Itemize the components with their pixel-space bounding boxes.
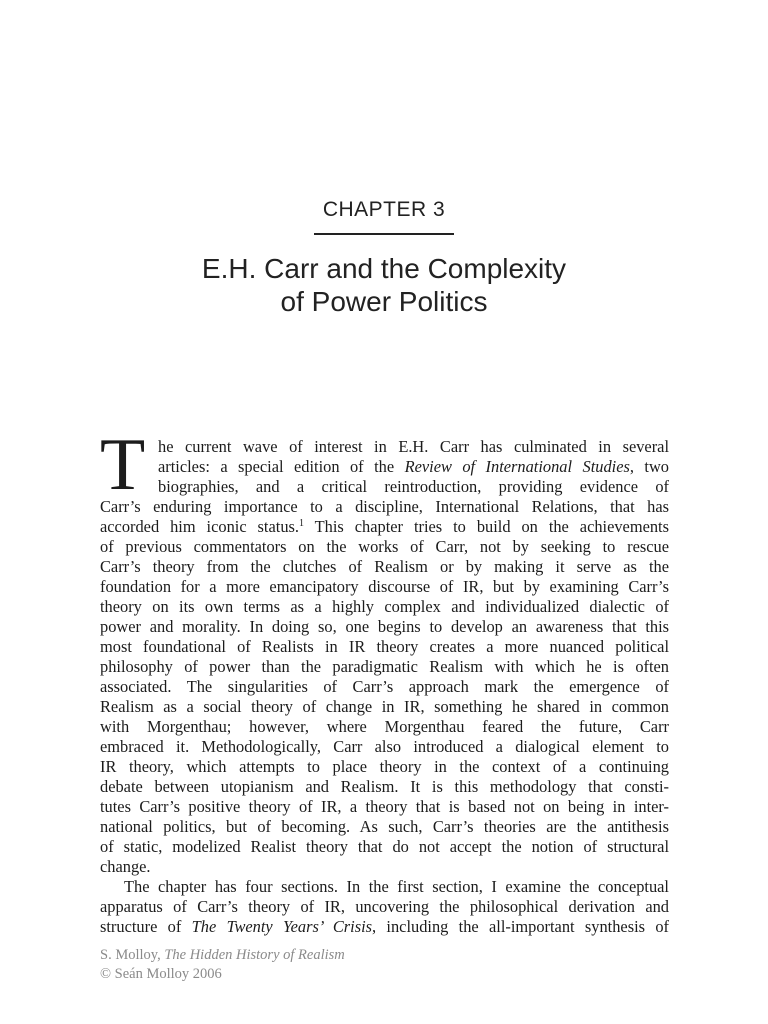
body-line: IR theory, which attempts to place theory in the context of a continuing bbox=[100, 757, 669, 776]
body-line: change. bbox=[100, 857, 151, 876]
body-line: national politics, but of becoming. As such, Carr’s theories are the antithesis bbox=[100, 817, 669, 836]
chapter-title-line-2: of Power Politics bbox=[280, 286, 488, 317]
body-line: Realism as a social theory of change in IR, something he shared in common bbox=[100, 697, 669, 716]
body-line: apparatus of Carr’s theory of IR, uncovering the philosophical derivation and bbox=[100, 897, 669, 916]
body-line: debate between utopianism and Realism. It is this methodology that consti- bbox=[100, 777, 669, 796]
journal-title: Review of International Studies bbox=[404, 457, 630, 476]
body-line: he current wave of interest in E.H. Carr has culminated in several bbox=[158, 437, 669, 456]
body-line: structure of The Twenty Years’ Crisis, including the all-important synthesis of bbox=[100, 917, 669, 936]
footer-copyright: © Seán Molloy 2006 bbox=[100, 966, 222, 982]
body-line: associated. The singularities of Carr’s approach mark the emergence of bbox=[100, 677, 669, 696]
body-line: with Morgenthau; however, where Morgenthau feared the future, Carr bbox=[100, 717, 669, 736]
footnote-ref[interactable]: 1 bbox=[299, 518, 304, 529]
chapter-title-line-1: E.H. Carr and the Complexity bbox=[201, 253, 567, 284]
body-line: of previous commentators on the works of Carr, not by seeking to rescue bbox=[100, 537, 669, 556]
body-line: power and morality. In doing so, one begins to develop an awareness that this bbox=[100, 617, 669, 636]
body-line: accorded him iconic status.$^1$ This chapter tries to build on the achievements bbox=[100, 517, 669, 536]
body-line: of static, modelized Realist theory that do not accept the notion of structural bbox=[100, 837, 669, 856]
chapter-rule bbox=[314, 233, 454, 235]
body-line: Carr’s enduring importance to a discipline, International Relations, that has bbox=[100, 497, 669, 516]
body-line: theory on its own terms as a highly complex and individualized dialectic of bbox=[100, 597, 669, 616]
body-line: Carr’s theory from the clutches of Realism or by making it serve as the bbox=[100, 557, 669, 576]
body-line: most foundational of Realists in IR theory creates a more nuanced political bbox=[100, 637, 669, 656]
chapter-label: CHAPTER 3 bbox=[322, 198, 446, 221]
footer-citation: S. Molloy, The Hidden History of Realism bbox=[100, 947, 345, 963]
body-line: foundation for a more emancipatory discourse of IR, but by examining Carr’s bbox=[100, 577, 669, 596]
body-line: biographies, and a critical reintroduction, providing evidence of bbox=[158, 477, 669, 496]
drop-cap: T bbox=[100, 424, 146, 506]
body-line: articles: a special edition of the Review of International Studies, two bbox=[158, 457, 669, 476]
body-line: The chapter has four sections. In the first section, I examine the conceptual bbox=[124, 877, 669, 896]
body-text bbox=[100, 437, 669, 937]
chapter-title bbox=[0, 252, 768, 318]
body-line: tutes Carr’s positive theory of IR, a theory that is based not on being in inter- bbox=[100, 797, 669, 816]
body-line: philosophy of power than the paradigmatic Realism with which he is often bbox=[100, 657, 669, 676]
body-line: embraced it. Methodologically, Carr also introduced a dialogical element to bbox=[100, 737, 669, 756]
book-title-ref: The Twenty Years’ Crisis bbox=[191, 917, 372, 936]
footer bbox=[100, 946, 345, 984]
